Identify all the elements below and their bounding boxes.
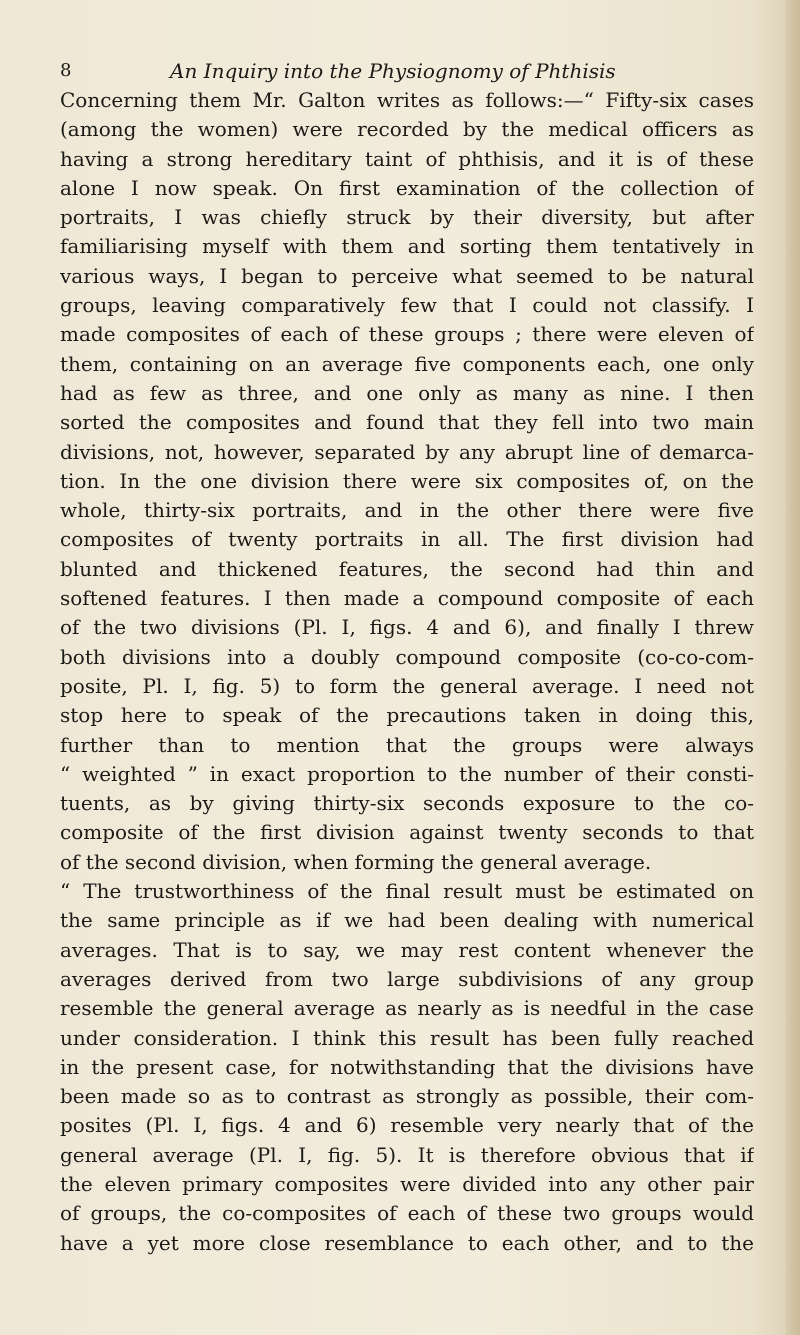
text-line: (among the women) were recorded by the medical officers as	[60, 117, 754, 142]
text-line: portraits, I was chiefly struck by their diversity, but after	[60, 205, 754, 230]
body-text	[60, 86, 754, 1258]
text-line: composite of the first division against twenty seconds to that	[60, 820, 754, 845]
text-line: tion. In the one division there were six composites of, on the	[60, 468, 754, 493]
text-line: been made so as to contrast as strongly as possible, their com-	[60, 1084, 754, 1109]
text-line: Concerning them Mr. Galton writes as follows:—“ Fifty-six cases	[60, 88, 754, 112]
page-number: 8	[60, 60, 72, 81]
text-line: various ways, I began to perceive what seemed to be natural	[60, 263, 754, 288]
text-line: groups, leaving comparatively few that I could not classify. I	[60, 293, 754, 318]
text-line: resemble the general average as nearly as is needful in the case	[60, 996, 754, 1021]
text-line: under consideration. I think this result has been fully reached	[60, 1025, 754, 1050]
text-line: whole, thirty-six portraits, and in the other there were five	[60, 498, 754, 523]
text-line: have a yet more close resemblance to each other, and to the	[60, 1230, 754, 1255]
text-line: averages derived from two large subdivisions of any group	[60, 966, 754, 991]
text-line: stop here to speak of the precautions taken in doing this,	[60, 703, 754, 728]
text-line: averages. That is to say, we may rest content whenever the	[60, 937, 754, 962]
text-line: had as few as three, and one only as many as nine. I then	[60, 380, 754, 405]
text-line: having a strong hereditary taint of phthisis, and it is of these	[60, 146, 754, 171]
text-line: made composites of each of these groups ; there were eleven of	[60, 322, 754, 347]
text-line: posites (Pl. I, figs. 4 and 6) resemble very nearly that of the	[60, 1113, 754, 1138]
text-line: “ weighted ” in exact proportion to the number of their consti-	[60, 761, 754, 786]
running-title: An Inquiry into the Physiognomy of Phthisis	[170, 59, 616, 83]
text-line: the eleven primary composites were divided into any other pair	[60, 1171, 754, 1196]
text-line: alone I now speak. On first examination of the collection of	[60, 175, 754, 200]
text-line: in the present case, for notwithstanding that the divisions have	[60, 1054, 754, 1079]
text-line: them, containing on an average five components each, one only	[60, 351, 754, 376]
text-line: the same principle as if we had been dealing with numerical	[60, 908, 754, 933]
text-line: of the two divisions (Pl. I, figs. 4 and 6), and finally I threw	[60, 615, 754, 640]
text-line: general average (Pl. I, fig. 5). It is therefore obvious that if	[60, 1142, 754, 1167]
page-edge	[786, 0, 800, 1335]
text-line: blunted and thickened features, the second had thin and	[60, 556, 754, 581]
text-line: softened features. I then made a compound composite of each	[60, 586, 754, 611]
text-line: of the second division, when forming the general average.	[60, 849, 652, 874]
text-line: familiarising myself with them and sorting them tentatively in	[60, 234, 754, 259]
page-header	[60, 56, 700, 86]
text-line: of groups, the co-composites of each of these two groups would	[60, 1201, 754, 1226]
text-line: composites of twenty portraits in all. The first division had	[60, 527, 754, 552]
text-line: “ The trustworthiness of the final result must be estimated on	[60, 879, 754, 904]
text-line: both divisions into a doubly compound composite (co-co-com-	[60, 644, 754, 669]
text-line: posite, Pl. I, fig. 5) to form the general average. I need not	[60, 673, 754, 698]
text-line: divisions, not, however, separated by any abrupt line of demarca-	[60, 439, 754, 464]
text-line: further than to mention that the groups were always	[60, 732, 754, 757]
text-line: sorted the composites and found that they fell into two main	[60, 410, 754, 435]
text-line: tuents, as by giving thirty-six seconds exposure to the co-	[60, 791, 754, 816]
